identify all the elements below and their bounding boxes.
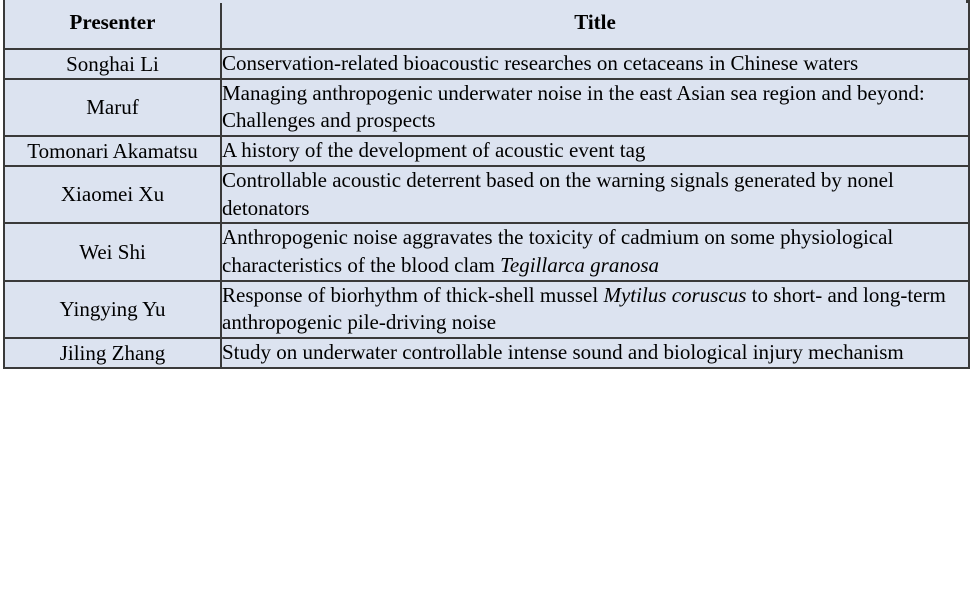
title-text: to short- and long-term anthropogenic pile-driving noise	[222, 282, 946, 335]
species-name: Mytilus coruscus	[603, 282, 747, 307]
column-header-presenter: Presenter	[4, 1, 221, 49]
cell-presenter: Tomonari Akamatsu	[4, 136, 221, 166]
table-body	[4, 49, 969, 368]
cell-presenter: Jiling Zhang	[4, 338, 221, 368]
cell-presenter: Songhai Li	[4, 49, 221, 79]
table-row	[4, 136, 969, 166]
title-text: A history of the development of acoustic event tag	[222, 138, 646, 163]
table-row	[4, 281, 969, 338]
title-text: Managing anthropogenic underwater noise in the east Asian sea region and beyond: Challenges and prospects	[222, 80, 925, 133]
cell-title	[221, 281, 969, 338]
cell-presenter: Yingying Yu	[4, 281, 221, 338]
cell-title	[221, 49, 969, 79]
cell-presenter: Wei Shi	[4, 223, 221, 280]
table-row	[4, 338, 969, 368]
table-header	[4, 1, 969, 49]
table-header-row	[4, 1, 969, 49]
table-row	[4, 223, 969, 280]
cell-title	[221, 338, 969, 368]
cell-title	[221, 223, 969, 280]
table-row	[4, 49, 969, 79]
presentation-schedule-table	[3, 0, 970, 369]
title-text: Conservation-related bioacoustic researches on cetaceans in Chinese waters	[222, 51, 859, 75]
title-text: Controllable acoustic deterrent based on the warning signals generated by nonel detonators	[222, 167, 894, 220]
cell-presenter: Maruf	[4, 79, 221, 136]
table-top-edge	[3, 0, 968, 3]
table-row	[4, 79, 969, 136]
cell-title	[221, 166, 969, 223]
title-text: Anthropogenic noise aggravates the toxicity of cadmium on some physiological characteristics of the blood clam	[222, 225, 894, 278]
cell-title	[221, 136, 969, 166]
cell-title	[221, 79, 969, 136]
title-text: Study on underwater controllable intense sound and biological injury mechanism	[222, 340, 904, 365]
title-text: Response of biorhythm of thick-shell mussel	[222, 282, 604, 307]
species-name: Tegillarca granosa	[500, 253, 660, 278]
cell-presenter: Xiaomei Xu	[4, 166, 221, 223]
column-header-title: Title	[221, 1, 969, 49]
table-row	[4, 166, 969, 223]
